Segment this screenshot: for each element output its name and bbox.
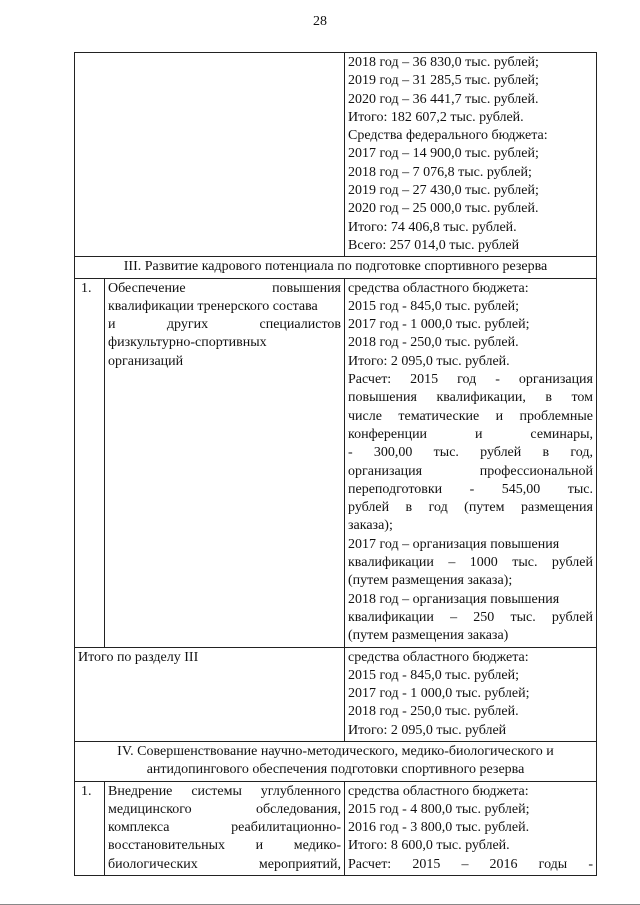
empty-cell — [75, 53, 345, 257]
funding-cell-top — [345, 53, 597, 257]
section-heading-text: III. Развитие кадрового потенциала по подготовке спортивного резерва — [123, 259, 548, 275]
funding-line: 2017 год – 14 900,0 тыс. рублей; — [348, 146, 539, 162]
activity-line: квалификации тренерского состава — [108, 298, 318, 314]
funding-line: квалификации – 1000 тыс. рублей — [348, 555, 593, 571]
funding-line: заказа); — [348, 518, 393, 534]
funding-cell — [345, 278, 597, 647]
activity-line: физкультурно-спортивных — [108, 335, 267, 351]
activity-line: и других специалистов — [108, 317, 341, 333]
funding-line: Итого: 182 607,2 тыс. рублей. — [348, 109, 524, 125]
activity-line: медицинского обследования, — [108, 801, 341, 817]
funding-line: Средства федерального бюджета: — [348, 128, 548, 144]
activity-cell — [105, 781, 345, 875]
row-number: 1. — [75, 278, 105, 647]
activity-line: биологических мероприятий, — [108, 856, 341, 872]
budget-table — [74, 52, 597, 876]
funding-line: 2020 год – 25 000,0 тыс. рублей. — [348, 201, 539, 217]
table-row — [75, 278, 597, 647]
funding-line: 2018 год - 250,0 тыс. рублей. — [348, 704, 519, 720]
funding-line: Итого: 2 095,0 тыс. рублей. — [348, 353, 510, 369]
funding-line: 2018 год – 7 076,8 тыс. рублей; — [348, 164, 532, 180]
funding-line: 2015 год - 845,0 тыс. рублей; — [348, 667, 520, 683]
activity-line: восстановительных и медико- — [108, 838, 341, 854]
section-heading-text: антидопингового обеспечения подготовки спортивного резерва — [146, 762, 525, 778]
funding-line: 2018 год - 250,0 тыс. рублей. — [348, 335, 519, 351]
funding-line: 2015 год - 845,0 тыс. рублей; — [348, 298, 520, 314]
total-row — [75, 647, 597, 741]
funding-line: рублей в год (путем размещения — [348, 500, 593, 516]
funding-line: 2019 год – 27 430,0 тыс. рублей; — [348, 183, 539, 199]
funding-line: 2017 год - 1 000,0 тыс. рублей; — [348, 686, 530, 702]
funding-line: 2016 год - 3 800,0 тыс. рублей. — [348, 820, 530, 836]
funding-line: (путем размещения заказа); — [348, 573, 513, 589]
funding-line: (путем размещения заказа) — [348, 628, 509, 644]
funding-line: квалификации – 250 тыс. рублей — [348, 609, 593, 625]
activity-cell — [105, 278, 345, 647]
funding-cell — [345, 781, 597, 875]
funding-line: Итого: 2 095,0 тыс. рублей — [348, 722, 507, 738]
funding-line: Расчет: 2015 год - организация — [348, 372, 593, 388]
funding-line: 2015 год - 4 800,0 тыс. рублей; — [348, 801, 530, 817]
table-row — [75, 781, 597, 875]
section-heading-row — [75, 257, 597, 278]
table-row-continuation — [75, 53, 597, 257]
activity-line: Обеспечение повышения — [108, 280, 341, 296]
total-label: Итого по разделу III — [75, 647, 345, 741]
activity-line: организаций — [108, 353, 184, 369]
funding-line: конференции и семинары, — [348, 426, 593, 442]
funding-line: средства областного бюджета: — [348, 783, 529, 799]
funding-line: средства областного бюджета: — [348, 280, 529, 296]
section-3-heading — [75, 257, 597, 278]
activity-line: комплекса реабилитационно- — [108, 820, 341, 836]
funding-line: Итого: 8 600,0 тыс. рублей. — [348, 838, 510, 854]
section-4-heading — [75, 741, 597, 781]
funding-line: 2020 год – 36 441,7 тыс. рублей. — [348, 91, 539, 107]
funding-line: 2018 год – 36 830,0 тыс. рублей; — [348, 55, 539, 70]
funding-line: 2019 год – 31 285,5 тыс. рублей; — [348, 73, 539, 89]
funding-line: переподготовки - 545,00 тыс. — [348, 481, 593, 497]
activity-line: Внедрение системы углубленного — [108, 783, 341, 799]
funding-line: организация профессиональной — [348, 463, 593, 479]
row-number: 1. — [75, 781, 105, 875]
section-heading-text: IV. Совершенствование научно-методического, медико-биологического и — [117, 743, 554, 759]
funding-line: Расчет: 2015 – 2016 годы - — [348, 856, 593, 872]
funding-line: 2017 год – организация повышения — [348, 536, 560, 552]
funding-line: Итого: 74 406,8 тыс. рублей. — [348, 219, 517, 235]
funding-line: Всего: 257 014,0 тыс. рублей — [348, 237, 520, 253]
page-number: 28 — [313, 14, 327, 29]
funding-line: повышения квалификации, в том — [348, 390, 593, 406]
funding-line: - 300,00 тыс. рублей в год, — [348, 445, 593, 461]
funding-line: 2017 год - 1 000,0 тыс. рублей; — [348, 317, 530, 333]
funding-line: числе тематические и проблемные — [348, 408, 593, 424]
funding-line: средства областного бюджета: — [348, 649, 529, 665]
total-funding-cell — [345, 647, 597, 741]
section-heading-row — [75, 741, 597, 781]
funding-line: 2018 год – организация повышения — [348, 591, 560, 607]
